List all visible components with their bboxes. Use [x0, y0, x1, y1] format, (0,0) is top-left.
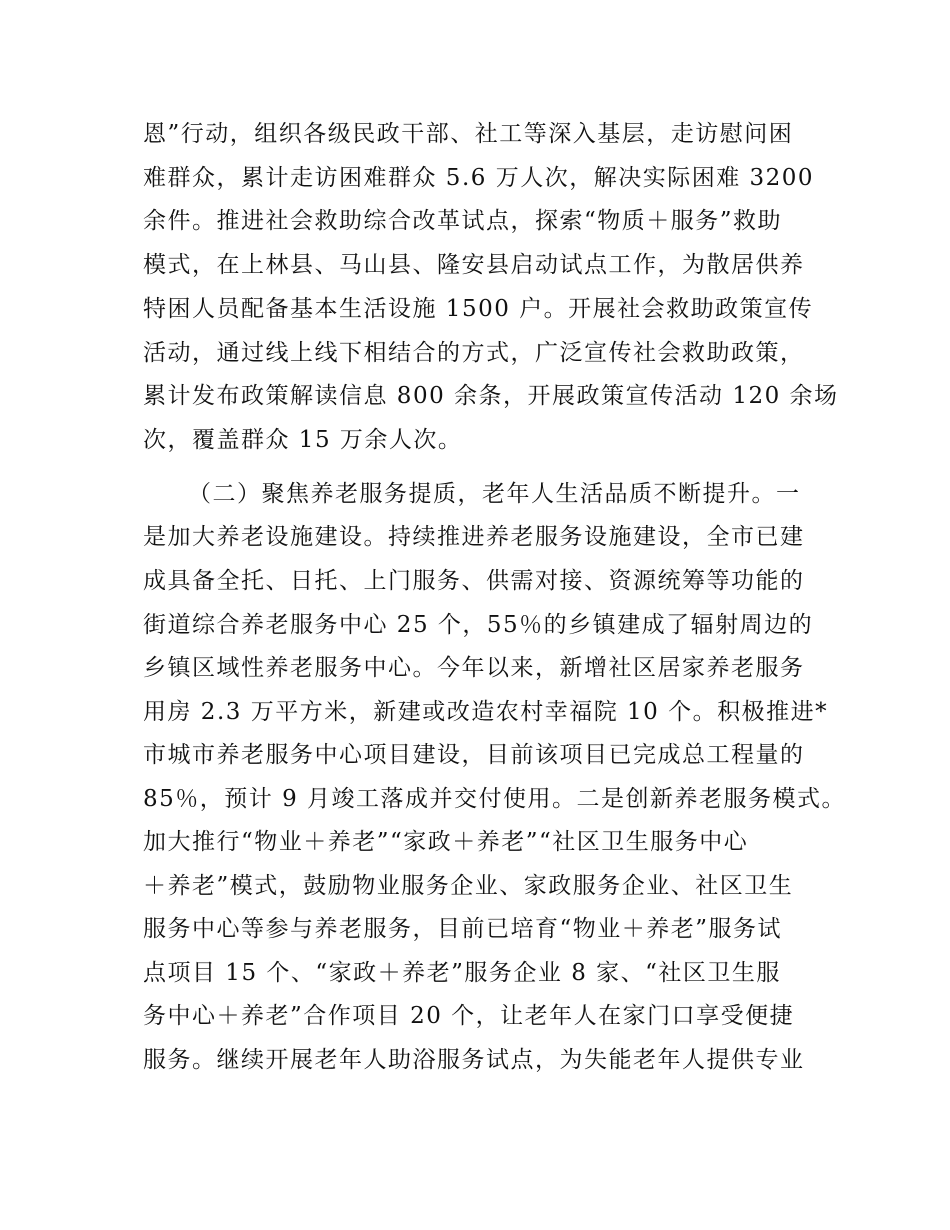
- text-line: 难群众，累计走访困难群众 5.6 万人次，解决实际困难 3200: [143, 165, 815, 191]
- text-line: 服务中心等参与养老服务，目前已培育“物业＋养老”服务试: [143, 916, 783, 942]
- text-line: 街道综合养老服务中心 25 个，55％的乡镇建成了辐射周边的: [143, 612, 814, 638]
- text-line: 累计发布政策解读信息 800 余条，开展政策宣传活动 120 余场: [143, 383, 839, 409]
- text-line: 是加大养老设施建设。持续推进养老服务设施建设，全市已建: [143, 524, 805, 550]
- text-line: 成具备全托、日托、上门服务、供需对接、资源统筹等功能的: [143, 568, 805, 594]
- text-line: 用房 2.3 万平方米，新建或改造农村幸福院 10 个。积极推进*: [143, 699, 829, 725]
- text-line: 点项目 15 个、“家政＋养老”服务企业 8 家、“社区卫生服: [143, 960, 781, 986]
- text-line: 85％，预计 9 月竣工落成并交付使用。二是创新养老服务模式。: [143, 786, 847, 812]
- text-line: 加大推行“物业＋养老”“家政＋养老”“社区卫生服务中心: [143, 829, 749, 855]
- text-line: 次，覆盖群众 15 万余人次。: [143, 427, 463, 453]
- text-line: 活动，通过线上线下相结合的方式，广泛宣传社会救助政策，: [143, 340, 805, 366]
- text-line: 余件。推进社会救助综合改革试点，探索“物质＋服务”救助: [143, 208, 783, 234]
- text-line: 模式，在上林县、马山县、隆安县启动试点工作，为散居供养: [143, 252, 805, 278]
- text-line: 务中心＋养老”合作项目 20 个，让老年人在家门口享受便捷: [143, 1003, 795, 1029]
- text-line: ＋养老”模式，鼓励物业服务企业、家政服务企业、社区卫生: [143, 873, 794, 899]
- text-line: 服务。继续开展老年人助浴服务试点，为失能老年人提供专业: [143, 1047, 805, 1073]
- text-line: 恩”行动，组织各级民政干部、社工等深入基层，走访慰问困: [143, 121, 794, 147]
- text-line: 乡镇区域性养老服务中心。今年以来，新增社区居家养老服务: [143, 655, 805, 681]
- text-line: 市城市养老服务中心项目建设，目前该项目已完成总工程量的: [143, 742, 805, 768]
- paragraph-heading-line: （二）聚焦养老服务提质，老年人生活品质不断提升。一: [188, 481, 801, 507]
- text-line: 特困人员配备基本生活设施 1500 户。开展社会救助政策宣传: [143, 296, 814, 322]
